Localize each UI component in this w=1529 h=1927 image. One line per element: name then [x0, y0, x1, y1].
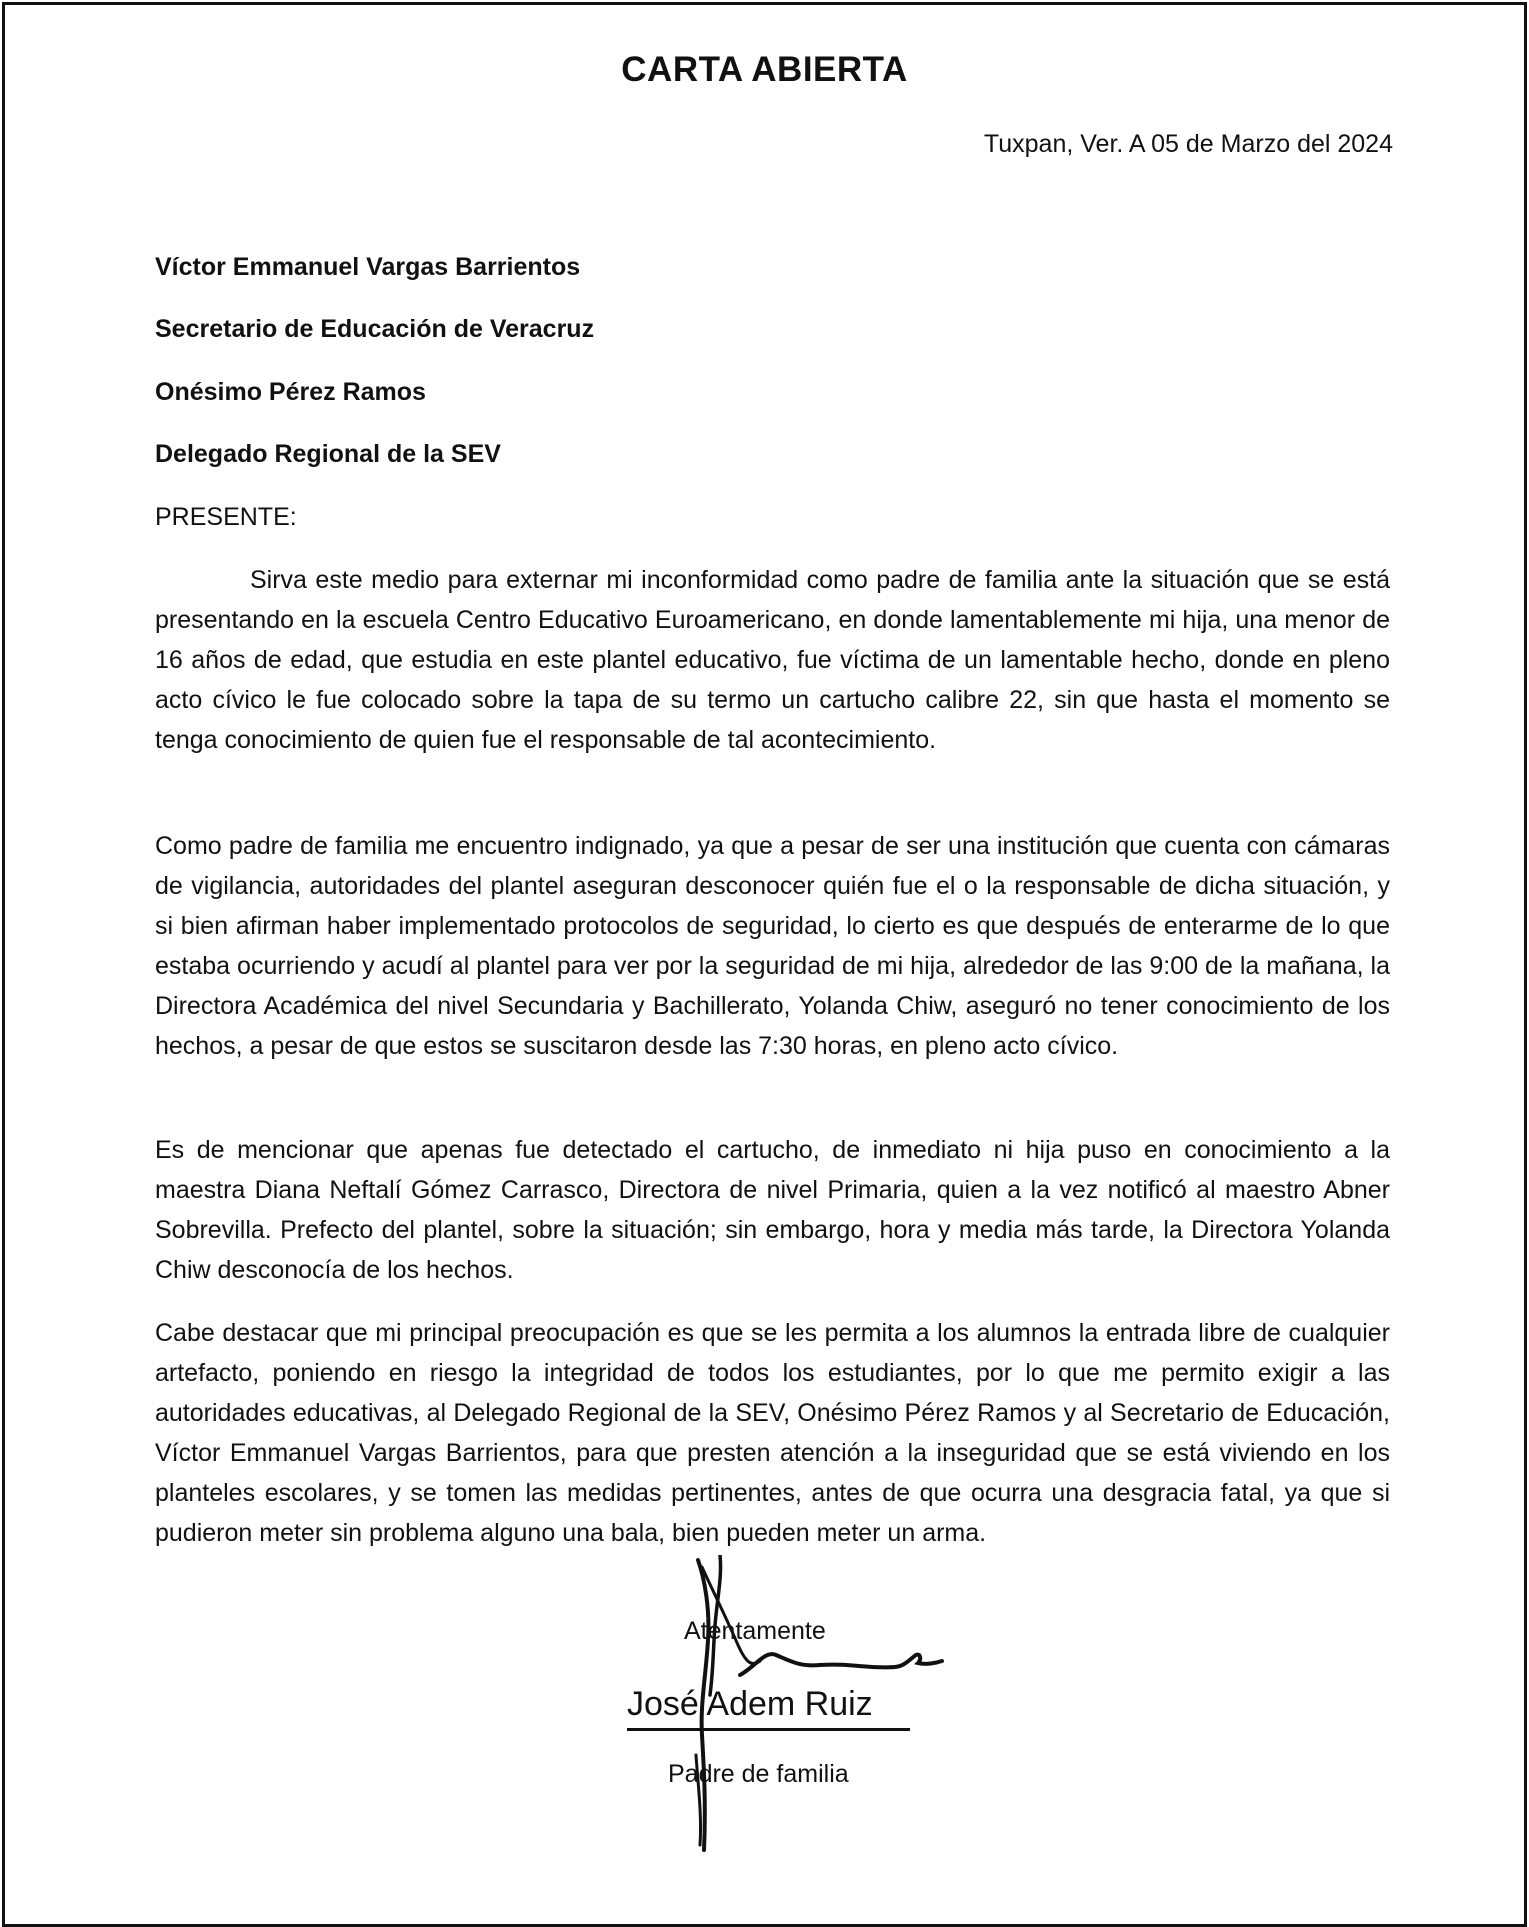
- recipient-name-1: Víctor Emmanuel Vargas Barrientos: [155, 253, 581, 281]
- paragraph-3: Es de mencionar que apenas fue detectado el cartucho, de inmediato ni hija puso en conocimiento a la maestra Diana Neftalí Gómez Carrasco, Directora de nivel Primaria, quien a la vez notificó al maestro Abner Sobrevilla. Prefecto del plantel, sobre la situación; sin embargo, hora y media más tarde, la Directora Yolanda Chiw desconocía de los hechos.: [155, 1136, 1390, 1284]
- recipient-title-1: Secretario de Educación de Veracruz: [155, 315, 595, 343]
- paragraph-2: Como padre de familia me encuentro indignado, ya que a pesar de ser una institución que cuenta con cámaras de vigilancia, autoridades del plantel aseguran desconocer quién fue el o la responsable de dicha situación, y si bien afirman haber implementado protocolos de seguridad, lo cierto es que después de enterarme de lo que estaba ocurriendo y acudí al plantel para ver por la seguridad de mi hija, alrededor de las 9:00 de la mañana, la Directora Académica del nivel Secundaria y Bachillerato, Yolanda Chiw, aseguró no tener conocimiento de los hechos, a pesar de que estos se suscitaron desde las 7:30 horas, en pleno acto cívico.: [155, 832, 1390, 1060]
- recipient-title-2: Delegado Regional de la SEV: [155, 440, 501, 468]
- letter-title: CARTA ABIERTA: [621, 50, 908, 89]
- salutation: PRESENTE:: [155, 503, 297, 531]
- paragraph-1: Sirva este medio para externar mi inconformidad como padre de familia ante la situación que se está presentando en la escuela Centro Educativo Euroamericano, en donde lamentablemente mi hija, una menor de 16 años de edad, que estudia en este plantel educativo, fue víctima de un lamentable hecho, donde en pleno acto cívico le fue colocado sobre la tapa de su termo un cartucho calibre 22, sin que hasta el momento se tenga conocimiento de quien fue el responsable de tal acontecimiento.: [155, 566, 1390, 754]
- recipient-name-2: Onésimo Pérez Ramos: [155, 378, 426, 406]
- handwritten-signature: [680, 1555, 970, 1855]
- closing: Atentamente: [684, 1617, 826, 1645]
- letter-date: Tuxpan, Ver. A 05 de Marzo del 2024: [983, 130, 1393, 158]
- paragraph-4: Cabe destacar que mi principal preocupación es que se les permita a los alumnos la entrada libre de cualquier artefacto, poniendo en riesgo la integridad de todos los estudiantes, por lo que me permito exigir a las autoridades educativas, al Delegado Regional de la SEV, Onésimo Pérez Ramos y al Secretario de Educación, Víctor Emmanuel Vargas Barrientos, para que presten atención a la inseguridad que se está viviendo en los planteles escolares, y se tomen las medidas pertinentes, antes de que ocurra una desgracia fatal, ya que si pudieron meter sin problema alguno una bala, bien pueden meter un arma.: [155, 1319, 1390, 1547]
- signer-role: Padre de familia: [668, 1760, 849, 1788]
- signer-name: José Adem Ruiz: [627, 1685, 873, 1723]
